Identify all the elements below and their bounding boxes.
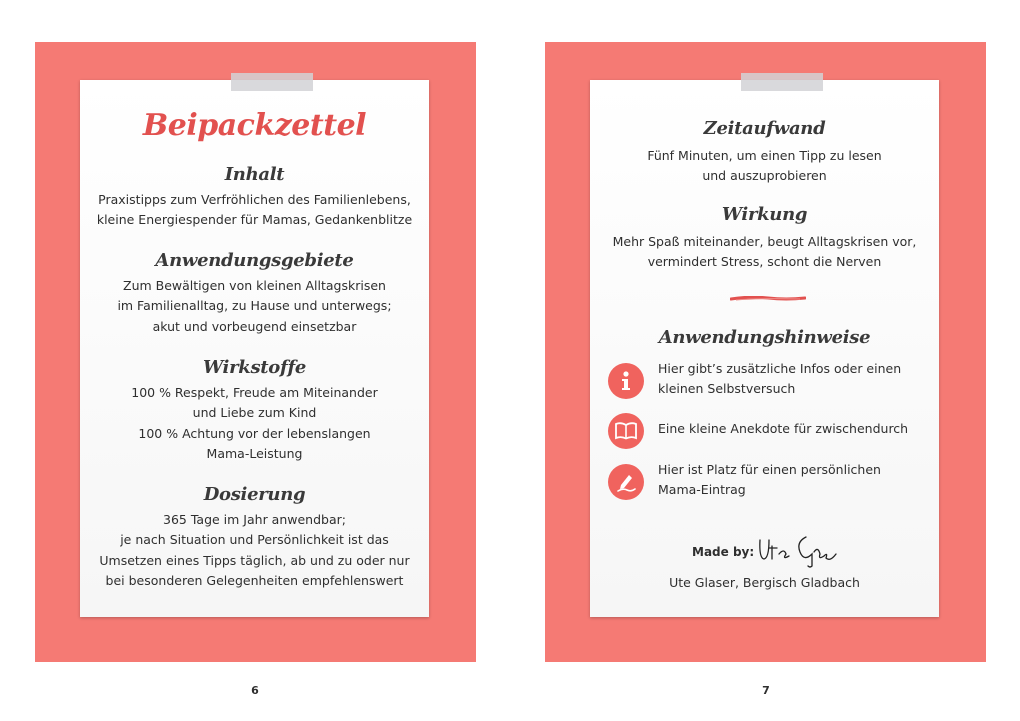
text-dosierung: 365 Tage im Jahr anwendbar; je nach Situation und Persönlichkeit ist das Umsetzen eines Tipps täglich, ab und zu oder nur bei besonderen Gelegenheiten empfehlenswert bbox=[99, 512, 410, 589]
hint-info bbox=[608, 363, 928, 403]
hint-entry bbox=[608, 464, 928, 504]
hint-info-text: Hier gibt’s zusätzliche Infos oder einen kleinen Selbstversuch bbox=[658, 361, 902, 397]
left-page-frame bbox=[35, 42, 476, 662]
right-note-card bbox=[590, 80, 939, 617]
brush-divider bbox=[730, 296, 806, 301]
text-zeitaufwand: Fünf Minuten, um einen Tipp zu lesen und auszuprobieren bbox=[647, 148, 882, 184]
text-wirkung: Mehr Spaß miteinander, beugt Alltagskrisen vor, vermindert Stress, schont die Nerven bbox=[612, 234, 917, 270]
hint-anecdote-text: Eine kleine Anekdote für zwischendurch bbox=[658, 421, 909, 436]
heading-inhalt: Inhalt bbox=[224, 164, 285, 185]
tape-strip bbox=[741, 73, 823, 91]
handwritten-signature bbox=[756, 532, 842, 568]
right-page-frame bbox=[545, 42, 986, 662]
book-icon bbox=[608, 413, 644, 449]
heading-anwendungshinweise: Anwendungshinweise bbox=[658, 327, 871, 348]
page-number-left: 6 bbox=[251, 684, 259, 697]
left-note-card bbox=[80, 80, 429, 617]
heading-dosierung: Dosierung bbox=[203, 484, 306, 505]
page-number-right: 7 bbox=[762, 684, 770, 697]
text-anwendungsgebiete: Zum Bewältigen von kleinen Alltagskrisen im Familienalltag, zu Hause und unterwegs; akut und vorbeugend einsetzbar bbox=[117, 278, 392, 334]
heading-zeitaufwand: Zeitaufwand bbox=[703, 118, 826, 139]
page-title: Beipackzettel bbox=[142, 108, 367, 143]
hint-anecdote bbox=[608, 413, 928, 453]
hint-entry-text: Hier ist Platz für einen persönlichen Mama-Eintrag bbox=[658, 462, 881, 498]
text-wirkstoffe: 100 % Respekt, Freude am Miteinander und Liebe zum Kind 100 % Achtung vor der lebenslangen Mama-Leistung bbox=[131, 385, 378, 462]
made-by-label: Made by: bbox=[692, 545, 755, 559]
author-line: Ute Glaser, Bergisch Gladbach bbox=[669, 575, 860, 590]
heading-wirkstoffe: Wirkstoffe bbox=[202, 357, 307, 378]
pencil-icon bbox=[608, 464, 644, 500]
text-inhalt: Praxistipps zum Verfröhlichen des Familienlebens, kleine Energiespender für Mamas, Gedankenblitze bbox=[96, 192, 413, 228]
heading-anwendungsgebiete: Anwendungsgebiete bbox=[155, 250, 354, 271]
heading-wirkung: Wirkung bbox=[721, 204, 808, 225]
tape-strip bbox=[231, 73, 313, 91]
info-icon bbox=[608, 363, 644, 399]
